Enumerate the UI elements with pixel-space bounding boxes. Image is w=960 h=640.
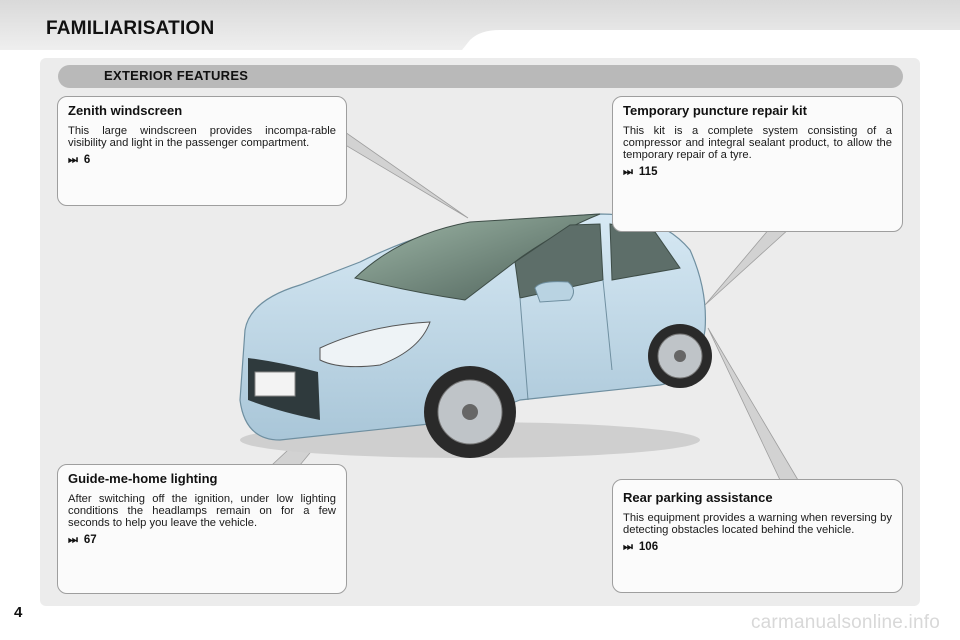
page-reference[interactable] xyxy=(68,154,336,167)
watermark: carmanualsonline.info xyxy=(750,612,940,633)
callout-title: Rear parking assistance xyxy=(623,490,773,505)
page-reference[interactable] xyxy=(68,534,336,547)
page-reference[interactable] xyxy=(623,166,892,179)
section-title: EXTERIOR FEATURES xyxy=(104,68,249,83)
page-reference-number: 106 xyxy=(638,541,659,553)
page-title: FAMILIARISATION xyxy=(46,18,215,39)
fast-forward-icon: ⏭ xyxy=(68,154,78,166)
pointer-parking xyxy=(708,328,798,480)
callout-rear-parking-assistance xyxy=(612,479,903,593)
page-reference[interactable] xyxy=(623,541,892,554)
callout-title: Zenith windscreen xyxy=(68,103,183,118)
fast-forward-icon: ⏭ xyxy=(623,541,633,553)
callout-body: This large windscreen provides incompa-rable visibility and light in the passenger compartment. xyxy=(68,125,336,149)
callout-body: This kit is a complete system consisting of a compressor and integral sealant product, to allow the temporary repair of a tyre. xyxy=(623,125,892,161)
callout-puncture-repair-kit xyxy=(612,96,903,232)
callout-body: After switching off the ignition, under low lighting conditions the headlamps remain on for a few seconds to help you leave the vehicle. xyxy=(68,493,336,529)
callout-zenith-windscreen xyxy=(57,96,347,206)
callout-guide-me-home-lighting xyxy=(57,464,347,594)
fast-forward-icon: ⏭ xyxy=(623,166,633,178)
fast-forward-icon: ⏭ xyxy=(68,534,78,546)
pointer-puncture xyxy=(705,228,790,305)
page-reference-number: 6 xyxy=(83,154,91,166)
callout-title: Temporary puncture repair kit xyxy=(623,103,807,118)
page-number: 4 xyxy=(14,604,23,621)
callout-body: This equipment provides a warning when reversing by detecting obstacles located behind the vehicle. xyxy=(623,512,892,536)
callout-title: Guide-me-home lighting xyxy=(68,471,218,486)
page-reference-number: 67 xyxy=(83,534,97,546)
page-reference-number: 115 xyxy=(638,166,658,178)
